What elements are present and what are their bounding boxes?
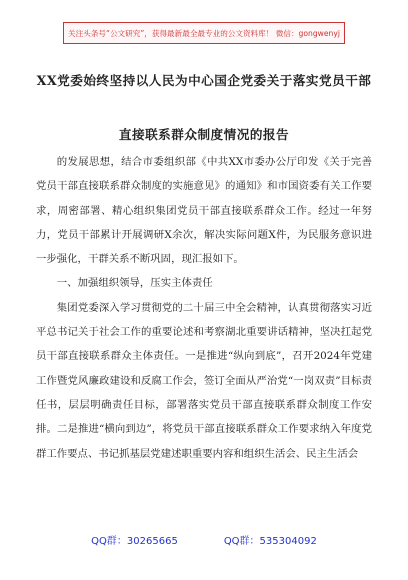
footer-qq-group-2: QQ群：535304092 [223, 536, 317, 547]
document-body [36, 150, 372, 466]
promo-banner [63, 22, 345, 44]
body-paragraph-1: 的发展思想，结合市委组织部《中共XX市委办公厅印发《关于完善党员干部直接联系群众制度的实施意见》的通知》和市国资委有关工作要求，周密部署、精心组织集团党员干部直接联系群众工作。经过一年努力，党员干部累计开展调研X余次，解决实际问题X件，为民服务意识进一步强化，干群关系不断巩固，现汇报如下。 [36, 156, 372, 266]
promo-banner-text: 关注头条号“公文研究”，获得最新最全最专业的公文资料库！ 微信：gongwenyj [68, 28, 340, 38]
body-paragraph-2: 集团党委深入学习贯彻党的二十届三中全会精神，认真贯彻落实习近平总书记关于社会工作的重要论述和考察湖北重要讲话精神，坚决扛起党员干部直接联系群众主体责任。一是推进“纵向到底”，召开2024年党建工作暨党风廉政建设和反腐工作会，签订全面从严治党“一岗双责”目标责任书，层层明确责任目标，部署落实党员干部直接联系群众制度工作安排。二是推进“横向到边”，将党员干部直接联系群众工作要求纳入年度党群工作要点、书记抓基层党建述职重要内容和组织生活会、民主生活会 [36, 301, 372, 460]
document-title-line-1: XX党委始终坚持以人民为中心国企党委关于落实党员干部 [36, 73, 372, 88]
document-title-line-2: 直接联系群众制度情况的报告 [118, 127, 290, 142]
footer-qq-group-1: QQ群：30265665 [91, 536, 178, 547]
section-heading-1: 一、加强组织领导，压实主体责任 [56, 277, 213, 290]
footer-contact [0, 532, 408, 548]
